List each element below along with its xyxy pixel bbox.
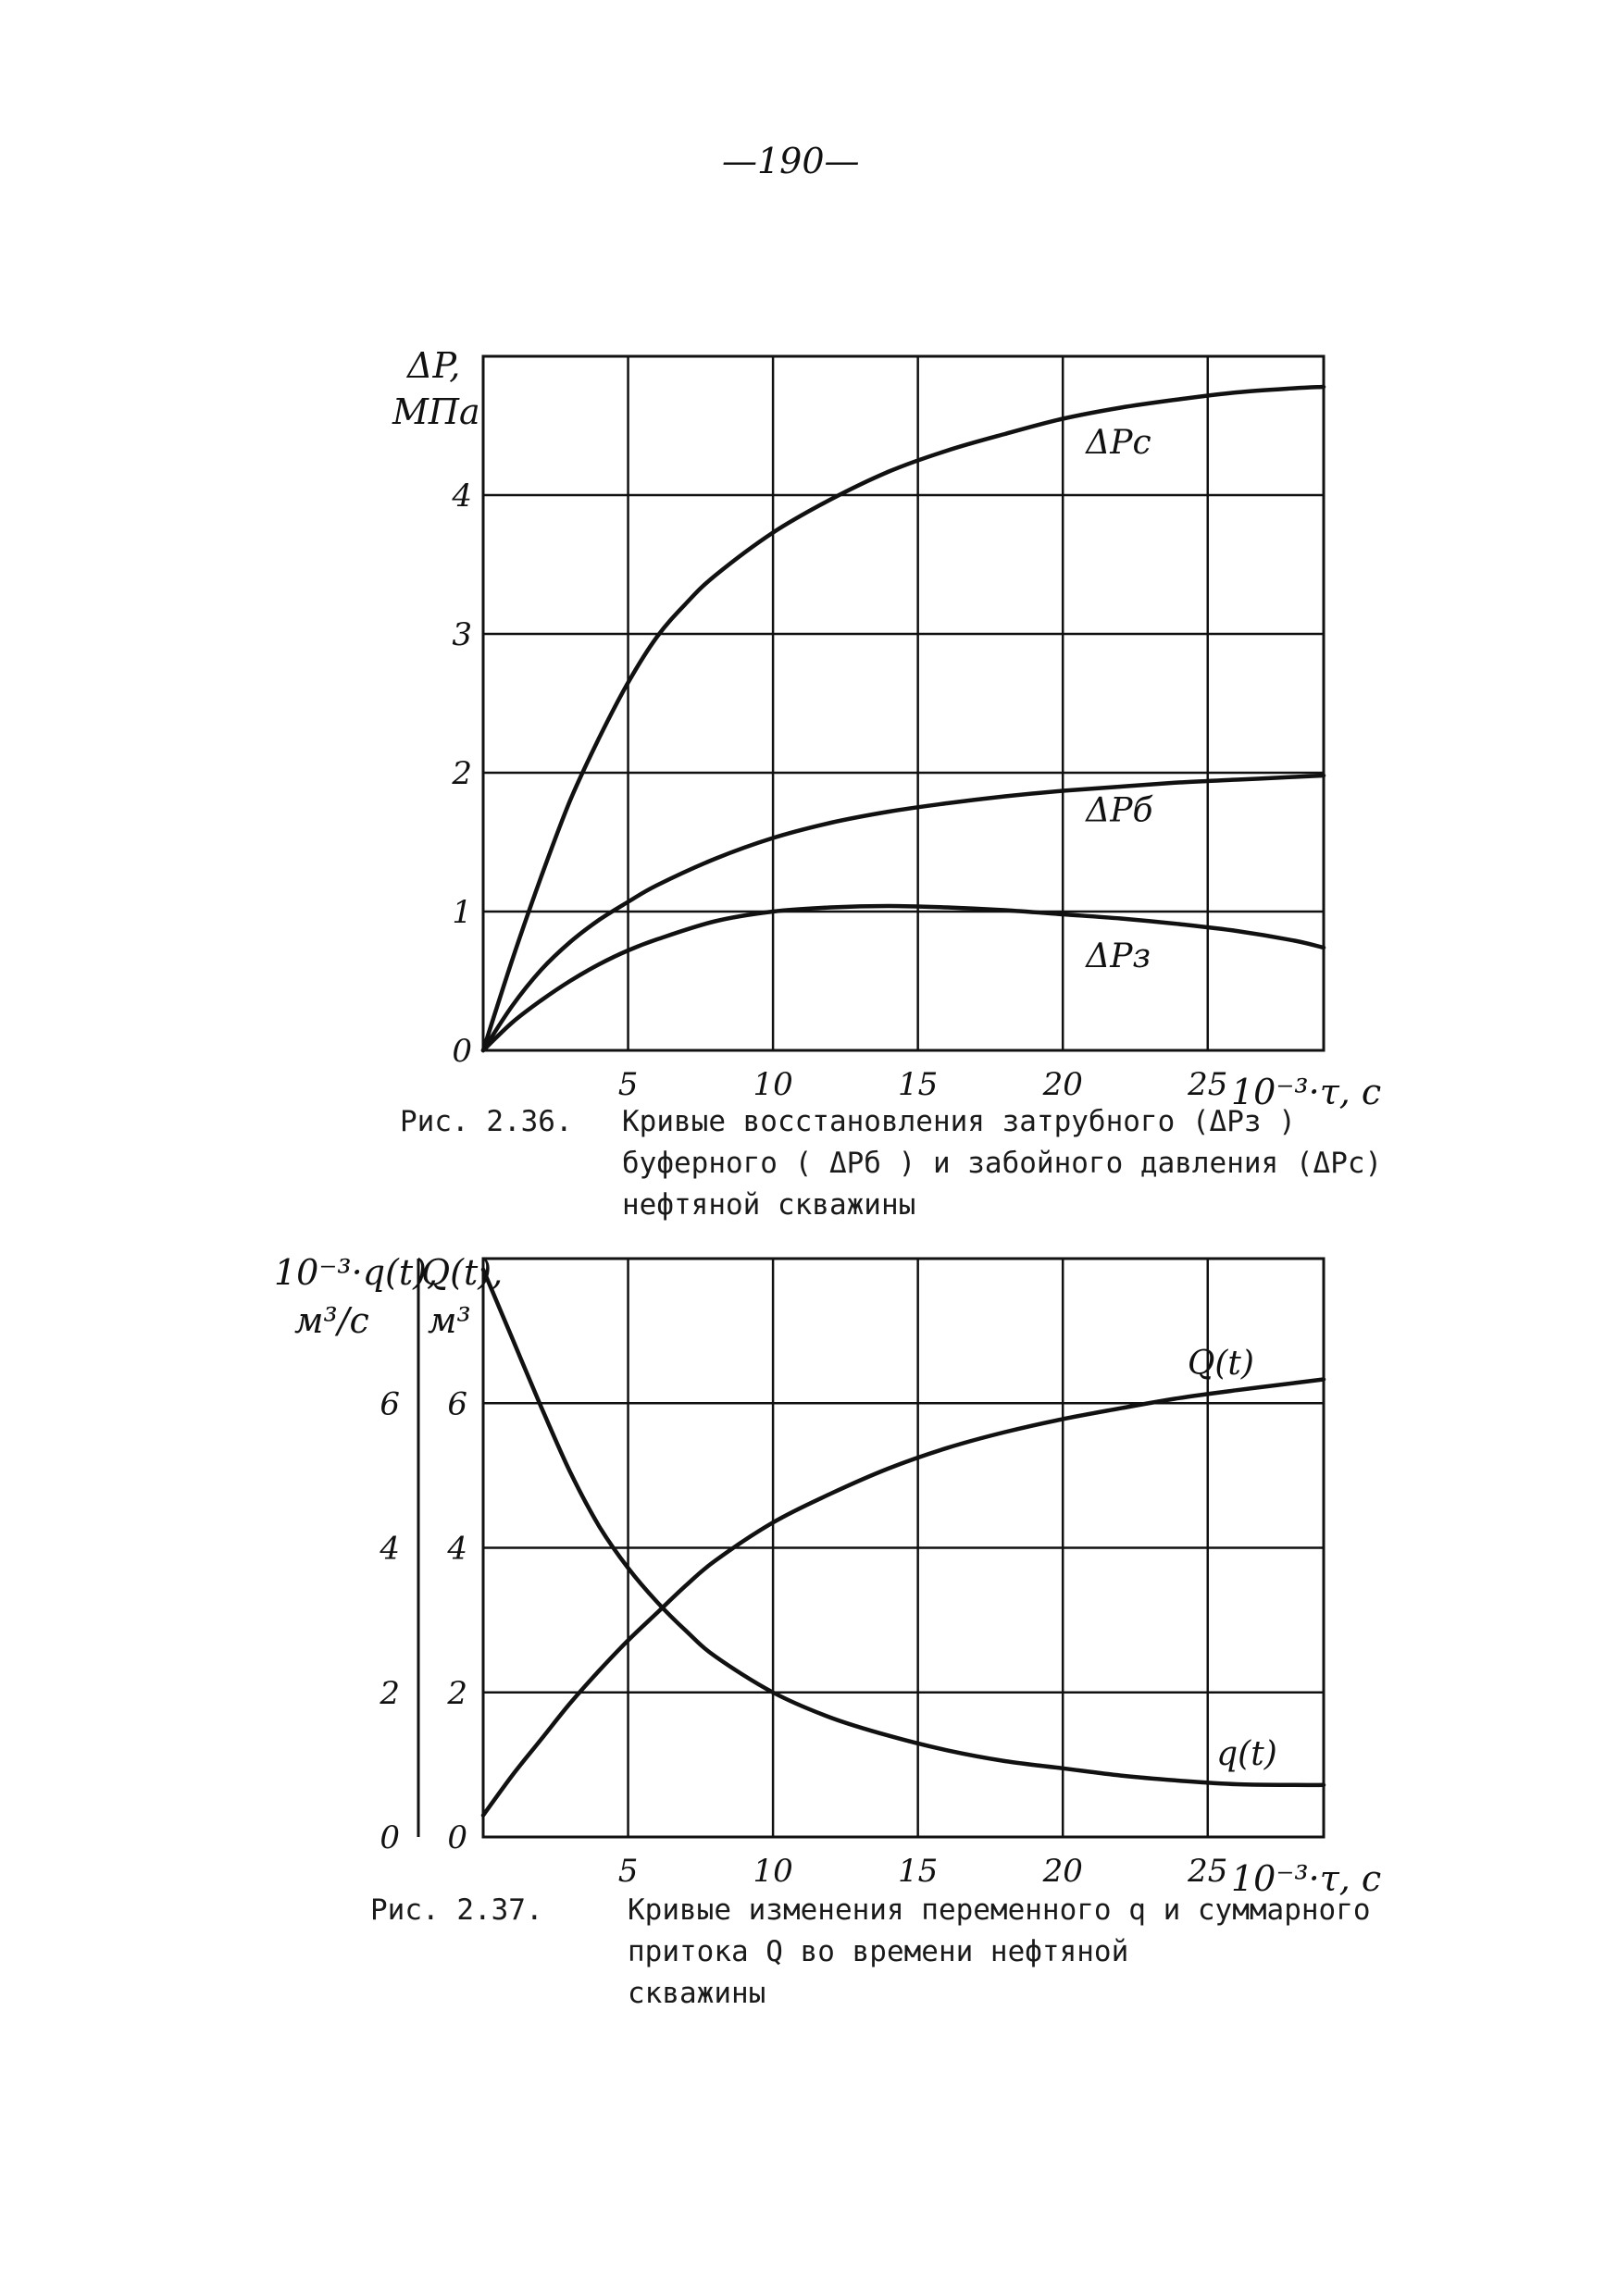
caption-line-3: нефтяной скважины	[622, 1188, 916, 1222]
series-line	[483, 1380, 1324, 1816]
series-label: ΔPз	[1086, 937, 1151, 975]
x-tick-label: 25	[1188, 1853, 1228, 1890]
caption-line-2: притока Q во времени нефтяной	[628, 1935, 1129, 1968]
figure-number: Рис. 2.36.	[400, 1105, 573, 1138]
series-label: ΔPс	[1086, 424, 1151, 462]
x-tick-label: 5	[617, 1066, 639, 1103]
figure-caption-2-37	[370, 1890, 1435, 2029]
x-tick-label: 25	[1188, 1066, 1228, 1103]
y-axis-label: МПа	[392, 391, 480, 432]
y-tick-label: 1	[452, 894, 472, 931]
series-label: ΔPб	[1086, 791, 1153, 830]
caption-line-3: скважины	[628, 1977, 766, 2010]
caption-line-1: Кривые изменения переменного q и суммарного	[628, 1893, 1371, 1927]
y-tick-label: 4	[452, 478, 472, 515]
y-axis-label-left: м³/с	[294, 1300, 369, 1341]
x-tick-label: 20	[1042, 1066, 1083, 1103]
y-tick-label: 6	[447, 1385, 467, 1423]
x-axis-label: 10⁻³·τ, с	[1231, 1072, 1382, 1112]
x-tick-label: 10	[753, 1066, 793, 1103]
y-axis-label-right: Q(t),	[421, 1252, 504, 1293]
x-tick-label: 5	[617, 1853, 639, 1890]
caption-line-2: буферного ( ΔPб ) и забойного давления (ΔPс)	[622, 1147, 1383, 1180]
figure-number: Рис. 2.37.	[370, 1893, 543, 1927]
y-tick-label: 2	[380, 1674, 400, 1712]
y-tick-label: 4	[447, 1530, 467, 1568]
x-tick-label: 15	[898, 1853, 939, 1890]
y-tick-label: 3	[452, 616, 472, 653]
y-axis-label: ΔP,	[407, 345, 461, 386]
y-tick-label: 0	[452, 1033, 472, 1070]
x-tick-label: 20	[1042, 1853, 1083, 1890]
y-tick-label: 6	[380, 1385, 400, 1423]
y-axis-label-left: 10⁻³·q(t),	[274, 1252, 439, 1293]
y-tick-label: 2	[452, 755, 472, 792]
y-tick-label: 0	[380, 1819, 400, 1856]
x-tick-label: 10	[753, 1853, 793, 1890]
x-axis-label: 10⁻³·τ, с	[1231, 1858, 1382, 1899]
x-tick-label: 15	[898, 1066, 939, 1103]
series-label: Q(t)	[1187, 1345, 1254, 1383]
y-axis-label-right: м³	[428, 1300, 471, 1341]
series-label: q(t)	[1216, 1734, 1277, 1773]
page-number: —190—	[722, 141, 860, 181]
caption-line-1: Кривые восстановления затрубного (ΔPз )	[622, 1105, 1296, 1138]
y-tick-label: 2	[447, 1674, 467, 1712]
y-tick-label: 4	[380, 1530, 400, 1568]
y-tick-label: 0	[447, 1819, 467, 1856]
